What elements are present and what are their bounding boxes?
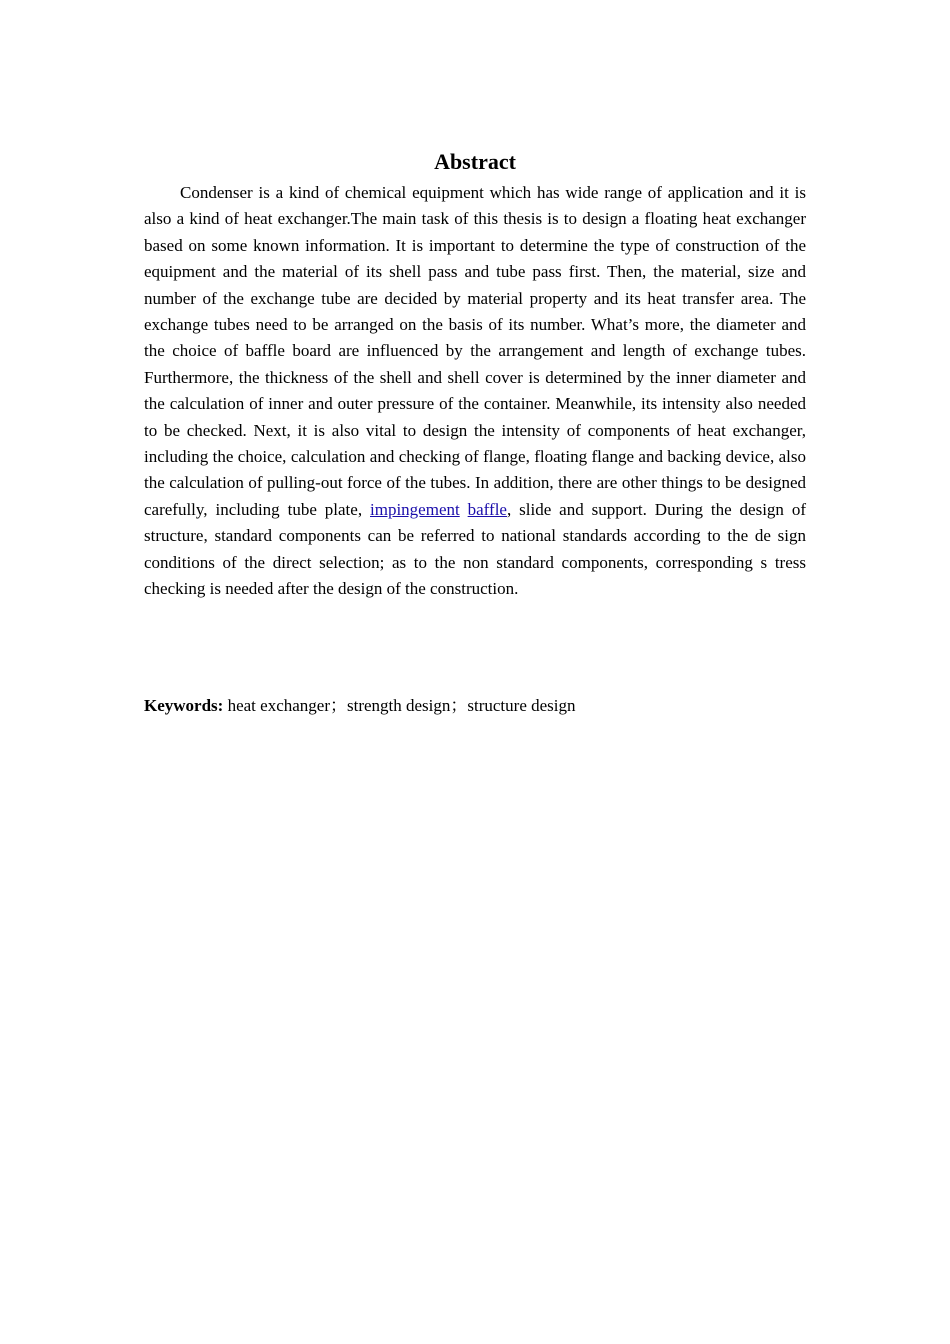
keywords-label: Keywords:	[144, 696, 224, 715]
abstract-text-part-1: Condenser is a kind of chemical equipment which has wide range of application and it is also a kind of heat exchanger.The main task of this thesis is to design a floating heat exchanger based on some known information. It is important to determine the type of construction of the equipment and the material of its shell pass and tube pass first. Then, the material, size and number of the exchange tube are decided by material property and its heat transfer area. The exchange tubes need to be arranged on the basis of its number. What’s more, the diameter and the choice of baffle board are influenced by the arrangement and length of exchange tubes. Furthermore, the thickness of the shell and shell cover is determined by the inner diameter and the calculation of inner and outer pressure of the container. Meanwhile, its intensity also needed to be checked. Next, it is also vital to design the intensity of components of heat exchanger, including the choice, calculation and checking of flange, floating flange and backing device, also the calculation of pulling-out force of the tubes. In addition, there are other things to be designed carefully, including tube plate,	[144, 183, 806, 519]
keywords-list: heat exchanger；strength design；structure design	[227, 696, 576, 715]
abstract-paragraph	[144, 180, 806, 603]
impingement-link[interactable]: impingement	[370, 499, 460, 519]
abstract-title: Abstract	[434, 149, 516, 174]
keywords-line	[144, 693, 806, 719]
abstract-text-part-2: , slide and support. During the design of structure, standard components can be referred to national standards according to the de sign conditions of the direct selection; as to the non standard components, corresponding s tress checking is needed after the design of the construction.	[144, 499, 807, 599]
baffle-link[interactable]: baffle	[467, 499, 507, 519]
